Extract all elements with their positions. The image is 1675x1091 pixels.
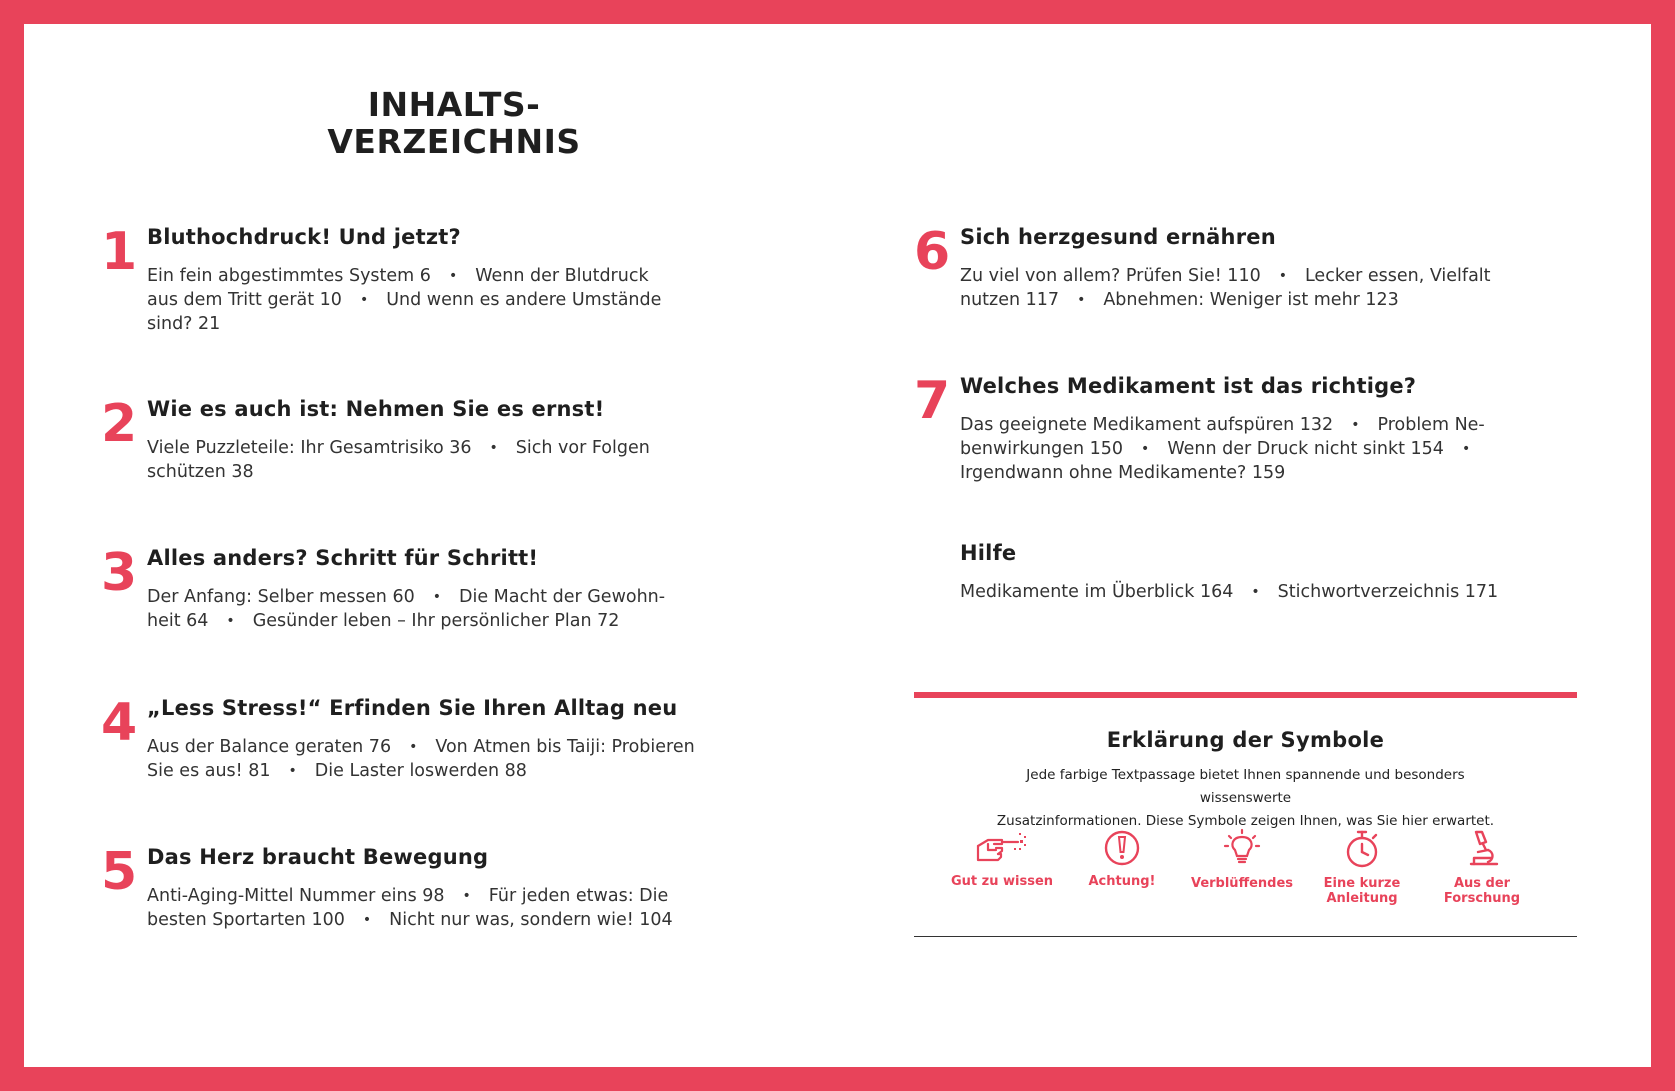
symbol-achtung — [1062, 828, 1182, 889]
chapter-number: 6 — [914, 222, 949, 282]
chapter-entry: Nicht nur was, sondern wie! 104 — [389, 910, 673, 930]
chapter-entries — [147, 884, 767, 932]
chapter-4 — [101, 693, 767, 783]
chapter-title: „Less Stress!“ Erfinden Sie Ihren Alltag neu — [147, 696, 678, 720]
chapter-entry: Lecker essen, Vielfalt — [1304, 266, 1491, 286]
chapter-entry-line — [960, 264, 1580, 288]
bullet-separator: • — [359, 292, 369, 308]
chapter-entry: Für jeden etwas: Die — [488, 886, 669, 906]
symbol-legend-description — [986, 764, 1506, 833]
microscope-icon — [1462, 828, 1502, 870]
stopwatch-icon — [1342, 828, 1382, 870]
chapter-entry: Von Atmen bis Taiji: Probieren — [435, 737, 695, 757]
chapter-entry: Problem Ne- — [1377, 415, 1485, 435]
chapter-entries — [147, 585, 767, 633]
chapter-number: 4 — [101, 693, 136, 753]
bullet-separator: • — [1077, 292, 1086, 308]
chapter-entry-line — [147, 884, 767, 908]
chapter-entries — [960, 580, 1580, 604]
chapter-entry: Die Laster loswerden 88 — [314, 761, 527, 781]
chapter-entry-line — [960, 413, 1580, 437]
chapter-entries — [960, 264, 1580, 312]
title-line-2: VERZEICHNIS — [327, 122, 581, 161]
symbol-label-3: Verblüffendes — [1190, 876, 1294, 891]
symbol-label-5a: Aus der — [1453, 876, 1511, 891]
symbol-label-4a: Eine kurze — [1323, 876, 1401, 891]
chapter-6 — [914, 222, 1580, 312]
symbol-legend-heading: Erklärung der Symbole — [1106, 728, 1385, 752]
chapter-entry: Das geeignete Medikament aufspüren 132 — [960, 415, 1334, 435]
chapter-entry: Irgendwann ohne Medikamente? 159 — [960, 463, 1286, 483]
chapter-entry: besten Sportarten 100 — [147, 910, 345, 930]
chapter-title: Hilfe — [960, 541, 1017, 565]
title-line-1: INHALTS- — [367, 85, 541, 124]
bullet-separator: • — [1461, 441, 1471, 457]
chapter-entry-line — [960, 461, 1580, 485]
chapter-entry-line — [147, 312, 767, 336]
symbol-gut-zu-wissen — [942, 828, 1062, 889]
exclamation-circle-icon — [1102, 828, 1142, 868]
chapter-title: Sich herzgesund ernähren — [960, 225, 1276, 249]
symbol-label-2: Achtung! — [1088, 874, 1156, 889]
chapter-entry: Anti-Aging-Mittel Nummer eins 98 — [147, 886, 445, 906]
symbol-label-1: Gut zu wissen — [950, 874, 1054, 889]
bullet-separator: • — [489, 440, 498, 456]
bullet-separator: • — [448, 268, 458, 284]
chapter-number: 2 — [101, 394, 136, 454]
chapter-entry-line — [147, 460, 767, 484]
bullet-separator: • — [1278, 268, 1287, 284]
chapter-entry: Sie es aus! 81 — [147, 761, 271, 781]
chapter-3 — [101, 543, 767, 633]
chapter-entry-line — [147, 288, 767, 312]
chapter-title: Bluthochdruck! Und jetzt? — [147, 225, 461, 249]
chapter-entry-line — [960, 437, 1580, 461]
chapter-entry: Viele Puzzleteile: Ihr Gesamtrisiko 36 — [147, 438, 472, 458]
chapter-number: 5 — [101, 842, 136, 902]
chapter-entry: Die Macht der Gewohn- — [458, 587, 666, 607]
chapter-entry: Sich vor Folgen — [515, 438, 650, 458]
chapter-entry: sind? 21 — [147, 314, 221, 334]
symbol-label-4b: Anleitung — [1326, 891, 1398, 906]
lightbulb-icon — [1222, 828, 1262, 870]
chapter-7 — [914, 371, 1580, 485]
pointing-hand-icon — [974, 828, 1030, 868]
chapter-entry: Aus der Balance geraten 76 — [147, 737, 392, 757]
chapter-title: Das Herz braucht Bewegung — [147, 845, 489, 869]
chapter-entry: Wenn der Druck nicht sinkt 154 — [1167, 439, 1444, 459]
chapter-8 — [960, 540, 1580, 604]
chapter-entry: benwirkungen 150 — [960, 439, 1124, 459]
chapter-title: Wie es auch ist: Nehmen Sie es ernst! — [147, 397, 605, 421]
bullet-separator: • — [226, 613, 235, 629]
chapter-entry: Zu viel von allem? Prüfen Sie! 110 — [960, 266, 1261, 286]
chapter-entry-line — [147, 436, 767, 460]
chapter-entry: Der Anfang: Selber messen 60 — [147, 587, 415, 607]
chapter-entry: nutzen 117 — [960, 290, 1060, 310]
symbol-aus-der-forschung — [1422, 828, 1542, 906]
chapter-2 — [101, 394, 767, 484]
chapter-entries — [147, 264, 767, 336]
chapter-entry: schützen 38 — [147, 462, 254, 482]
chapter-entry: heit 64 — [147, 611, 209, 631]
symbol-label-5b: Forschung — [1443, 891, 1521, 906]
bullet-separator: • — [288, 763, 297, 779]
chapter-entry: Stichwortverzeichnis 171 — [1277, 582, 1499, 602]
bullet-separator: • — [409, 739, 418, 755]
symbol-eine-kurze-anleitung — [1302, 828, 1422, 906]
chapter-entry-line — [147, 609, 767, 633]
symbol-legend-description-line-2: Zusatzinformationen. Diese Symbole zeigen Ihnen, was Sie hier erwartet. — [996, 813, 1495, 829]
chapter-entry: aus dem Tritt gerät 10 — [147, 290, 342, 310]
chapter-title: Alles anders? Schritt für Schritt! — [147, 546, 539, 570]
page — [24, 24, 1651, 1067]
chapter-entry-line — [960, 288, 1580, 312]
bullet-separator: • — [1251, 584, 1260, 600]
chapter-entry: Gesünder leben – Ihr persönlicher Plan 72 — [252, 611, 620, 631]
symbol-legend-description-line-1: Jede farbige Textpassage bietet Ihnen spannende und besonders wissenswerte — [1026, 767, 1465, 806]
chapter-entry-line — [960, 580, 1580, 604]
bullet-separator: • — [462, 888, 471, 904]
bullet-separator: • — [1351, 417, 1360, 433]
chapter-entry: Und wenn es andere Umstände — [386, 290, 662, 310]
chapter-number: 1 — [101, 222, 136, 282]
page-title — [274, 86, 634, 160]
chapter-entry: Abnehmen: Weniger ist mehr 123 — [1103, 290, 1399, 310]
chapter-entry-line — [147, 264, 767, 288]
symbol-verblueffendes — [1182, 828, 1302, 891]
chapter-1 — [101, 222, 767, 336]
chapter-entry-line — [147, 585, 767, 609]
chapter-entry-line — [147, 759, 767, 783]
chapter-entries — [147, 436, 767, 484]
chapter-5 — [101, 842, 767, 932]
chapter-entry-line — [147, 735, 767, 759]
bullet-separator: • — [362, 912, 372, 928]
chapter-entries — [147, 735, 767, 783]
chapter-entry: Medikamente im Überblick 164 — [960, 582, 1234, 602]
chapter-entries — [960, 413, 1580, 485]
chapter-entry-line — [147, 908, 767, 932]
chapter-entry: Wenn der Blutdruck — [475, 266, 649, 286]
chapter-number: 7 — [914, 371, 949, 431]
chapter-title: Welches Medikament ist das richtige? — [960, 374, 1417, 398]
bullet-separator: • — [432, 589, 441, 605]
chapter-entry: Ein fein abgestimmtes System 6 — [147, 266, 431, 286]
symbol-legend — [914, 692, 1577, 937]
chapter-number: 3 — [101, 543, 136, 603]
bullet-separator: • — [1141, 441, 1150, 457]
